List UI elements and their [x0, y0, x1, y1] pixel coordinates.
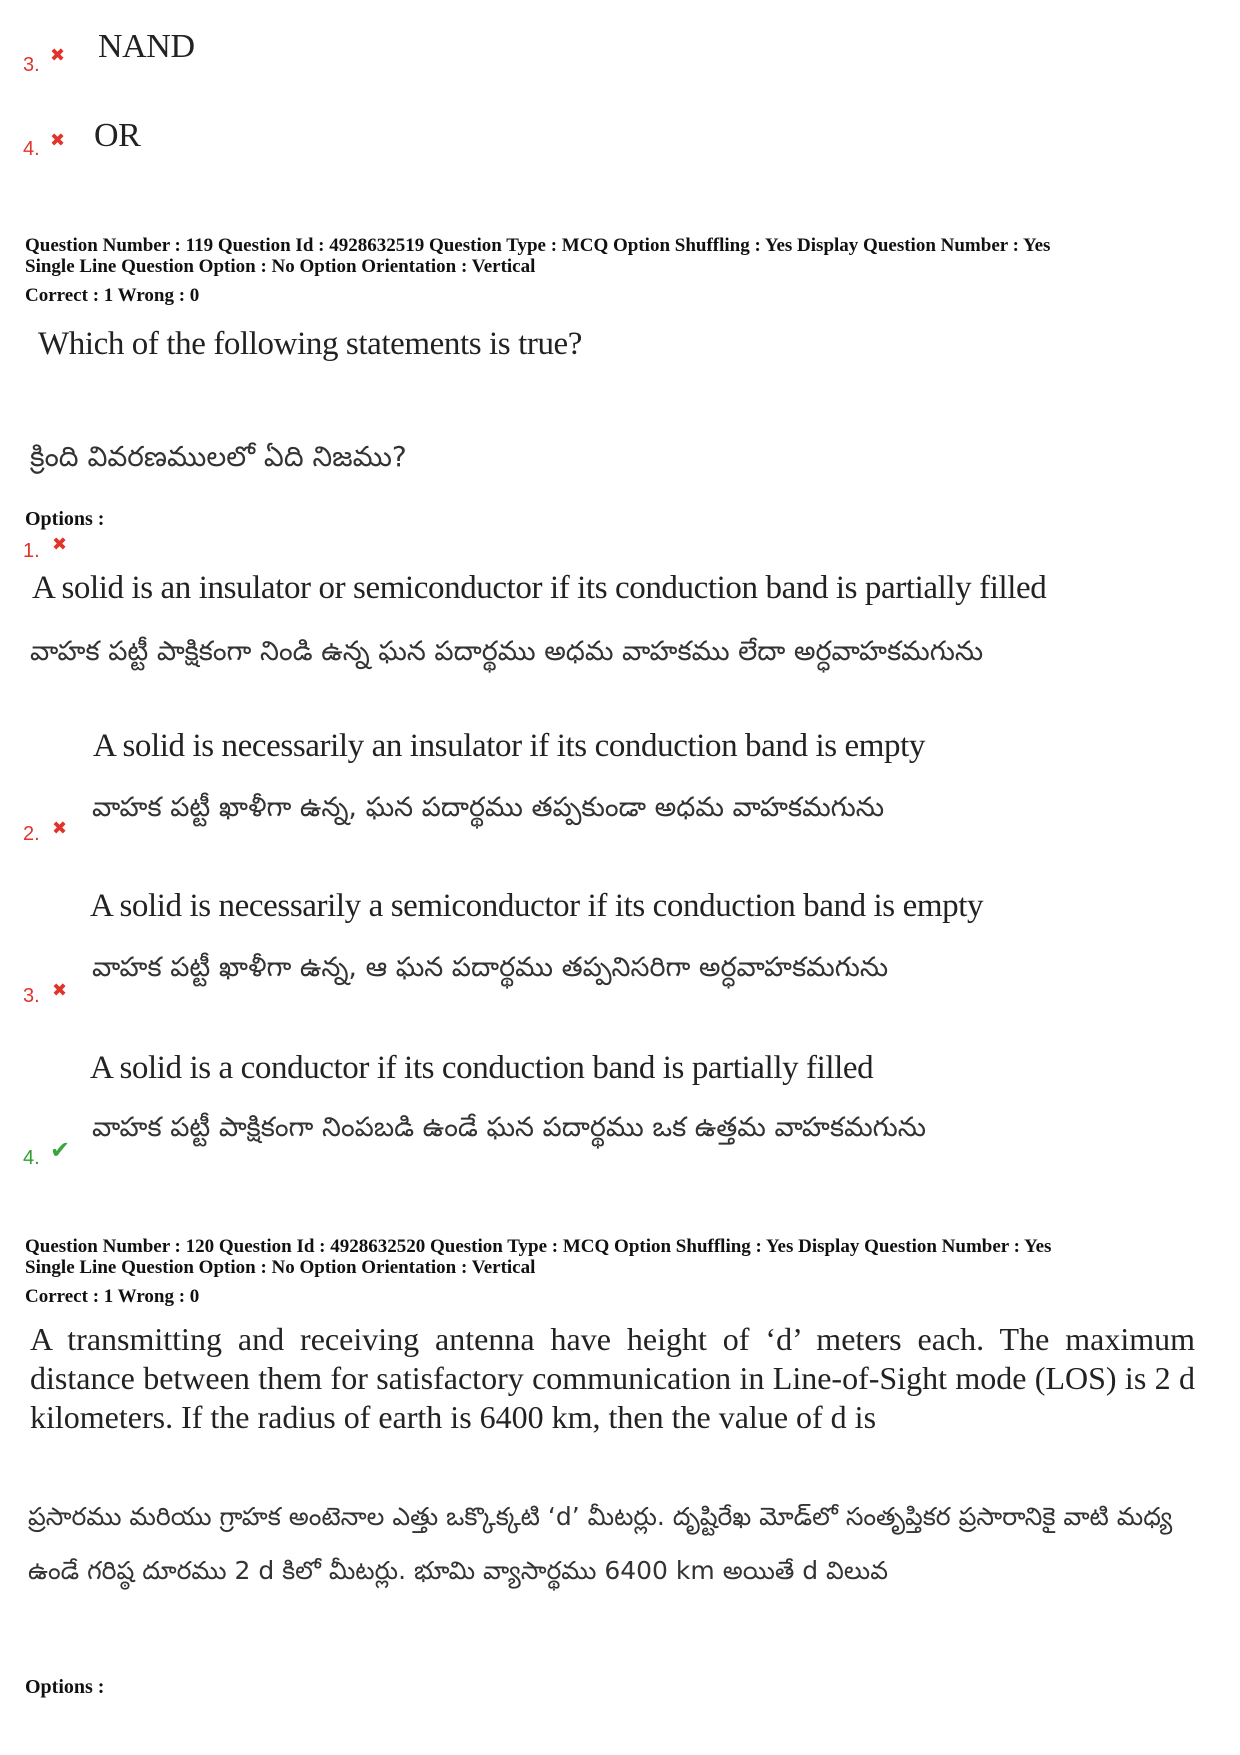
option-text-te: వాహక పట్టీ పాక్షికంగా నింపబడి ఉండే ఘన పదార్థము ఒక ఉత్తమ వాహకమగును [92, 1112, 927, 1143]
option-number: 3. [23, 54, 40, 76]
question-text-en: A transmitting and receiving antenna have height of ‘d’ meters each. The maximum distance between them for satisfactory communication in Line-of-Sight mode (LOS) is 2 d kilometers. If the radius of earth is 6400 km, then the value of d is [30, 1321, 1195, 1435]
question-meta: Question Number : 120 Question Id : 4928632520 Question Type : MCQ Option Shuffling : Yes Display Question Number : Yes [25, 1236, 1052, 1257]
option-number: 2. [23, 823, 40, 845]
question-text-en: Which of the following statements is true? [38, 326, 583, 362]
option-number: 3. [23, 985, 40, 1007]
option-text-te: వాహక పట్టీ పాక్షికంగా నిండి ఉన్న ఘన పదార్థము అధమ వాహకము లేదా అర్ధవాహకమగును [30, 636, 984, 667]
option-number: 1. [23, 540, 40, 562]
option-text: OR [94, 117, 141, 154]
question-meta: Single Line Question Option : No Option Orientation : Vertical [25, 1257, 536, 1278]
cross-icon: ✖ [52, 534, 68, 555]
option-text-en: A solid is necessarily a semiconductor if its conduction band is empty [90, 888, 984, 924]
cross-icon: ✖ [50, 45, 66, 66]
cross-icon: ✖ [50, 130, 66, 151]
option-text: NAND [98, 28, 195, 65]
option-text-te: వాహక పట్టీ ఖాళీగా ఉన్న, ఘన పదార్థము తప్పకుండా అధమ వాహకమగును [92, 792, 885, 823]
options-label: Options : [25, 1676, 105, 1698]
question-meta: Single Line Question Option : No Option Orientation : Vertical [25, 256, 536, 277]
question-meta: Question Number : 119 Question Id : 4928632519 Question Type : MCQ Option Shuffling : Yes Display Question Number : Yes [25, 235, 1051, 256]
question-text-te: క్రింది వివరణములలో ఏది నిజము? [30, 440, 407, 473]
cross-icon: ✖ [52, 818, 68, 839]
option-text-en: A solid is an insulator or semiconductor if its conduction band is partially filled [32, 570, 1047, 606]
option-text-te: వాహక పట్టీ ఖాళీగా ఉన్న, ఆ ఘన పదార్థము తప్పనిసరిగా అర్ధవాహకమగును [92, 952, 889, 983]
check-icon: ✔ [50, 1136, 71, 1164]
option-text-en: A solid is a conductor if its conduction band is partially filled [90, 1050, 874, 1086]
option-text-en: A solid is necessarily an insulator if its conduction band is empty [93, 728, 925, 764]
options-label: Options : [25, 508, 105, 530]
option-number: 4. [23, 138, 40, 160]
option-number: 4. [23, 1147, 40, 1169]
question-text-te: ప్రసారము మరియు గ్రాహక అంటెనాల ఎత్తు ఒక్కొక్కటి ‘d’ మీటర్లు. దృష్టిరేఖ మోడ్‌లో సంతృప్తికర ప్రసారానికై వాటి మధ్య ఉండే గరిష్ఠ దూరము 2 d కిలో మీటర్లు. భూమి వ్యాసార్థము 6400 km అయితే d విలువ [28, 1502, 1173, 1585]
score-meta: Correct : 1 Wrong : 0 [25, 1286, 200, 1307]
score-meta: Correct : 1 Wrong : 0 [25, 285, 200, 306]
cross-icon: ✖ [52, 980, 68, 1001]
